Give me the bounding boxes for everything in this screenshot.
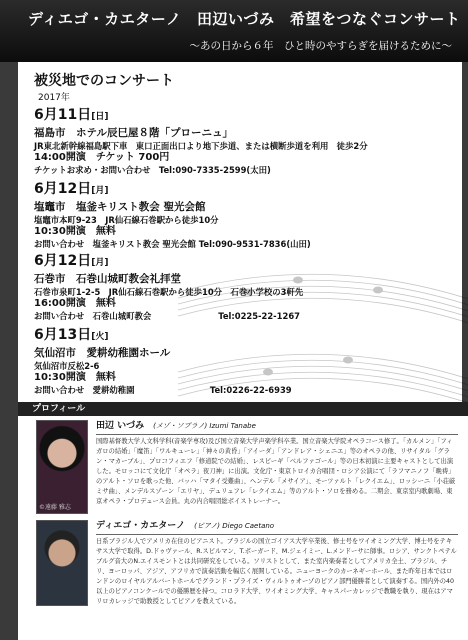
artist-bio-tanabe bbox=[96, 420, 458, 507]
event-time: 16:00開演 無料 bbox=[34, 298, 116, 309]
divider bbox=[96, 534, 458, 535]
artist-photo-caetano bbox=[36, 520, 88, 606]
event-access: 塩竈市本町9-23 JR仙石線石巻駅から徒歩10分 bbox=[34, 215, 219, 225]
event-contact: お問い合わせ 愛耕幼稚園 Tel:0226-22-6939 bbox=[34, 385, 292, 395]
artist-name: ディエゴ・カエターノ (ピアノ) Diego Caetano bbox=[96, 521, 275, 531]
artist-bio-caetano bbox=[96, 520, 458, 607]
event-contact: お問い合わせ 石巻山城町教会 Tel:0225-22-1267 bbox=[34, 311, 300, 321]
section-title: 被災地でのコンサート bbox=[34, 73, 174, 89]
section-year: 2017年 bbox=[38, 93, 70, 103]
left-decorative-bar bbox=[0, 62, 18, 640]
event-venue: 塩竈市 塩釜キリスト教会 聖光会館 bbox=[34, 201, 206, 213]
divider bbox=[96, 434, 458, 435]
event-access: 石巻市泉町1-2-5 JR仙石線石巻駅から徒歩10分 石巻小学校の3軒先 bbox=[34, 287, 304, 297]
event-date: 6月11日[日] bbox=[34, 107, 109, 123]
event-date: 6月12日[月] bbox=[34, 253, 109, 269]
event-3 bbox=[34, 252, 448, 322]
header-banner bbox=[0, 0, 468, 62]
profile-header: プロフィール bbox=[18, 402, 468, 416]
event-venue: 気仙沼市 愛耕幼稚園ホール bbox=[34, 347, 171, 359]
event-2 bbox=[34, 180, 448, 250]
event-1 bbox=[34, 106, 448, 176]
artist-photo-tanabe bbox=[36, 420, 88, 514]
event-access: 気仙沼市反松2-6 bbox=[34, 361, 100, 371]
photo-credit: ©遠藤 雅志 bbox=[39, 504, 71, 511]
concert-subtitle: ～あの日から６年 ひと時のやすらぎを届けるために～ bbox=[189, 40, 452, 52]
concert-title: ディエゴ・カエターノ 田辺いづみ 希望をつなぐコンサート bbox=[28, 10, 461, 28]
event-access: JR東北新幹線福島駅下車 東口正面出口より地下歩道、または横断歩道を利用 徒歩2分 bbox=[34, 141, 368, 151]
concert-schedule bbox=[28, 62, 448, 402]
event-4 bbox=[34, 326, 448, 396]
event-date: 6月13日[火] bbox=[34, 327, 109, 343]
event-date: 6月12日[月] bbox=[34, 181, 109, 197]
artist-name: 田辺 いづみ (メゾ・ソプラノ) Izumi Tanabe bbox=[96, 421, 256, 431]
event-contact: チケットお求め・お問い合わせ Tel:090-7335-2599(太田) bbox=[34, 165, 271, 175]
artist-biography: 国際基督教大学人文科学科(音楽学専攻)及び国立音楽大学声楽学科卒業。国立音楽大学院オペラコース修了。「カルメン」「フィガロの結婚」「魔笛」「ワルキューレ」「神々の黄昏」「アイーダ」「アンドレア・シェニエ」等のオペラの他、リサイタル「グラン・マカーブル」、プロコフィエフ「修道院での結婚」、レスピーギ「ベルファゴール」等の日本初演に主要キャストとして出演した。モロッコにて文化庁「オペラ」夜刀神」に出演。文化庁・東京トロイカ合唱団・ロシア公演にて「ラフマニノフ「晩祷」のアルト・ソロを歌った他、バッハ「マタイ受難曲」、ヘンデル「メサイア」、モーツァルト「レクイエム」、ロッシーニ「小荘厳ミサ曲」、メンデルスゾーン「エリヤ」、デュリュフレ「レクイエム」等のアルト・ソロを務める。二期会、東京室内歌劇場、東京オペラ・プロデュース会員。丸の内合唱団総ボイストレーナー。 bbox=[96, 438, 456, 505]
event-time: 10:30開演 無料 bbox=[34, 372, 116, 383]
event-venue: 福島市 ホテル辰巳屋８階「プローニュ」 bbox=[34, 127, 233, 139]
artist-biography: 日系ブラジル人でアメリカ在住のピアニスト。ブラジルの国立ゴイアス大学卒業後、修士号をワイオミング大学、博士号をテキサス大学で取得。D.ドゥヴァール、R.スピルマン、T.ボーガード、M.ジェイミー、L.メンドーサに師事。ロシア、サンクトペテルブルグ音大のN.エイスモントとは共同研究をしている。ソリストとして、また室内楽奏者としてアメリカ全土、ブラジル、チリ、ヨーロッパ、アジア、アフリカで演奏活動を幅広く展開している。ニューヨークのカーネギーホール、また昨年日本ではロンドンのロイヤルアルバートホールでグランド・プライズ・ヴィルトゥオーゾのピアノ部門優勝者として演奏する。国内外の40以上のピアノコンクールでの優勝歴を持つ。コロラド大学、ワイオミング大学、キャスパーカレッジで教職を執り、現在はアマリロカレッジで助教授としてピアノを教えている。 bbox=[96, 538, 457, 605]
event-time: 10:30開演 無料 bbox=[34, 226, 116, 237]
event-venue: 石巻市 石巻山城町教会礼拝堂 bbox=[34, 273, 181, 285]
event-contact: お問い合わせ 塩釜キリスト教会 聖光会館 Tel:090-9531-7836(山田) bbox=[34, 239, 311, 249]
event-time: 14:00開演 チケット 700円 bbox=[34, 152, 170, 163]
